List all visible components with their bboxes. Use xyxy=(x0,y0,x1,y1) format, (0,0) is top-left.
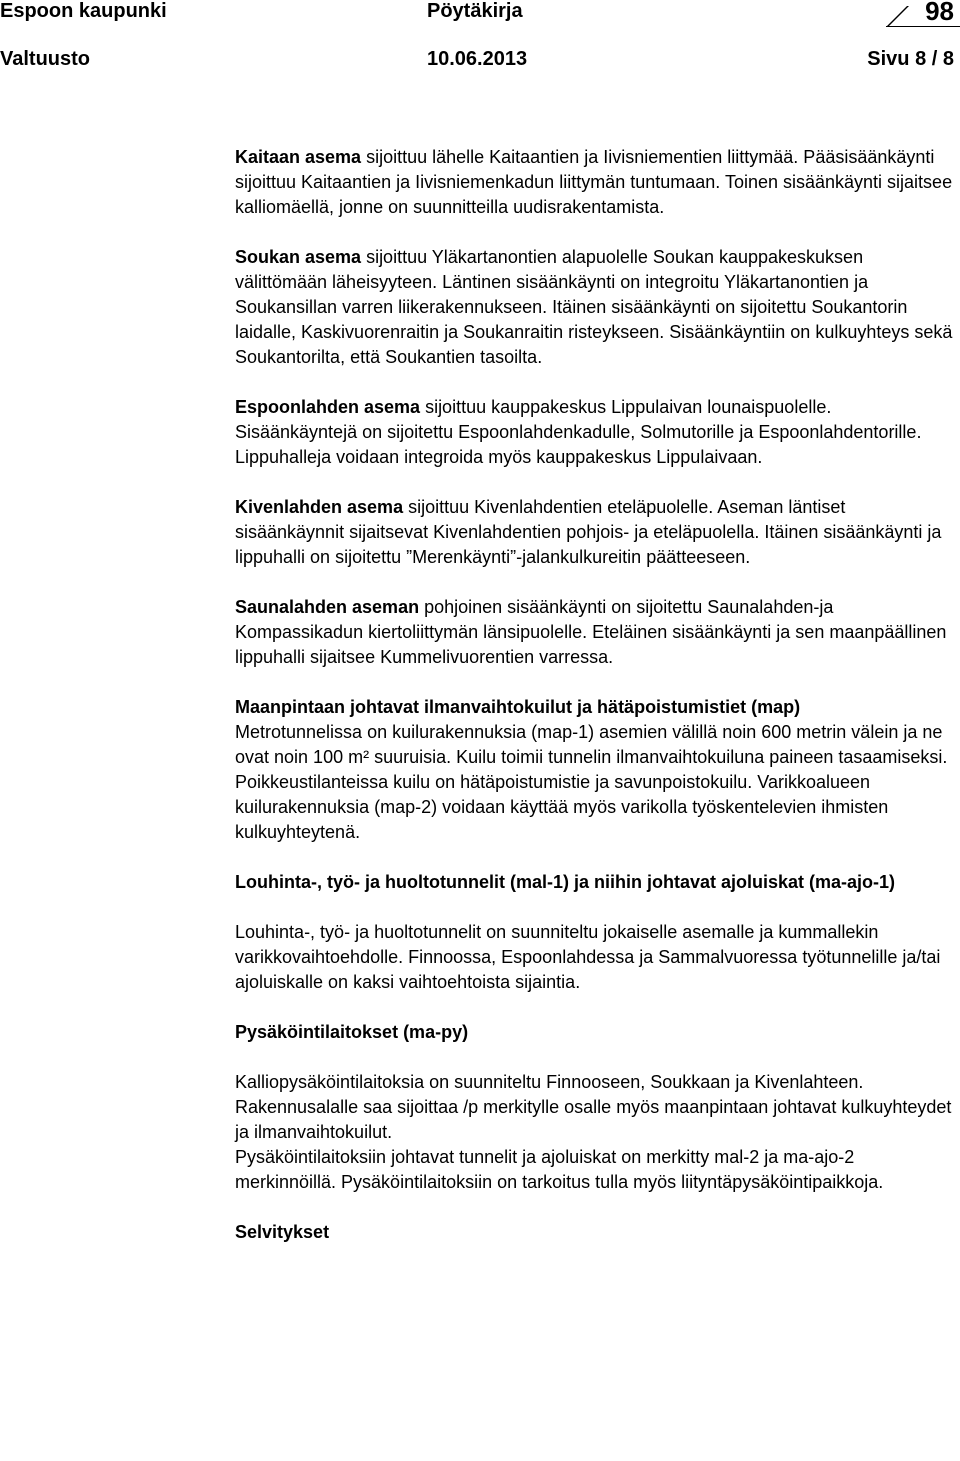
page-number-frame xyxy=(886,26,960,27)
heading-parking: Pysäköintilaitokset (ma-py) xyxy=(235,1022,469,1042)
paragraph-map: Metrotunnelissa on kuilurakennuksia (map-1) asemien välillä noin 600 metrin välein ja ne ovat noin 100 m² suuruisia. Kuilu toimii tunnelin ilmanvaihtokuiluna paineen tasaamiseksi. Poikkeustilanteissa kuilu on hätäpoistumistie ja savunpoistokuilu. Varikkoalueen kuilurakennuksia (map-2) voidaan käyttää myös varikolla työskentelevien ihmisten kulkuyhteytenä. xyxy=(235,722,948,842)
body-name: Valtuusto xyxy=(0,48,91,70)
paragraph-kaitaa: Kaitaan asema sijoittuu lähelle Kaitaantien ja Iivisniementien liittymää. Pääsisäänkäynti sijoittuu Kaitaantien ja Iivisniemenkadun liittymän tuntumaan. Toinen sisäänkäynti sijaitsee kalliomäellä, jonne on suunnitteilla uudisrakentamista. xyxy=(235,147,953,217)
page-number: 98 xyxy=(925,0,954,26)
paragraph-saunalahti: Saunalahden aseman pohjoinen sisäänkäynti on sijoitettu Saunalahden-ja Kompassikadun kiertoliittymän länsipuolelle. Eteläinen sisäänkäynti ja sen maanpäällinen lippuhalli sijaitsee Kummelivuorentien varressa. xyxy=(235,597,947,667)
paragraph-parking-2: Pysäköintilaitoksiin johtavat tunnelit ja ajoluiskat on merkitty mal-2 ja ma-ajo-2 merkinnöillä. Pysäköintilaitoksiin on tarkoitus tulla myös liityntäpysäköintipaikkoja. xyxy=(235,1147,884,1192)
paragraph-parking-1: Kalliopysäköintilaitoksia on suunniteltu Finnooseen, Soukkaan ja Kivenlahteen. Rakennusalalle saa sijoittaa /p merkitylle osalle myös maanpintaan johtavat kulkuyhteydet ja ilmanvaihtokuilut. xyxy=(235,1072,952,1142)
heading-map: Maanpintaan johtavat ilmanvaihtokuilut ja hätäpoistumistiet (map) xyxy=(235,697,801,717)
heading-mal: Louhinta-, työ- ja huoltotunnelit (mal-1) ja niihin johtavat ajoluiskat (ma-ajo-1) xyxy=(235,872,896,892)
meeting-date: 10.06.2013 xyxy=(427,48,528,70)
paragraph-espoonlahti: Espoonlahden asema sijoittuu kauppakeskus Lippulaivan lounaispuolelle. Sisäänkäyntejä on sijoitettu Espoonlahdenkadulle, Solmutorille ja Espoonlahdentorille. Lippuhalleja voidaan integroida myös kauppakeskus Lippulaivaan. xyxy=(235,397,922,467)
page-of: Sivu 8 / 8 xyxy=(867,48,954,70)
paragraph-soukka: Soukan asema sijoittuu Yläkartanontien alapuolelle Soukan kauppakeskuksen välittömään läheisyyteen. Läntinen sisäänkäynti on integroitu Yläkartanontien ja Soukansillan varren liikerakennukseen. Itäinen sisäänkäynti on sijoitettu Soukantorin laidalle, Kaskivuorenraitin ja Soukanraitin risteykseen. Sisäänkäyntiin on kulkuyhteys sekä Soukantorilta, että Soukantien tasoilta. xyxy=(235,247,953,367)
paragraph-mal: Louhinta-, työ- ja huoltotunnelit on suunniteltu jokaiselle asemalle ja kummallekin varikkovaihtoehdolle. Finnoossa, Espoonlahdessa ja Sammalvuoressa työtunnelille ja/tai ajoluiskalle on kaksi vaihtoehtoista sijaintia. xyxy=(235,922,941,992)
heading-selvitykset: Selvitykset xyxy=(235,1222,330,1242)
document-type: Pöytäkirja xyxy=(427,0,523,22)
page-header xyxy=(0,0,960,80)
paragraph-kivenlahti: Kivenlahden asema sijoittuu Kivenlahdentien eteläpuolelle. Aseman läntiset sisäänkäynnit sijaitsevat Kivenlahdentien pohjois- ja eteläpuolella. Itäinen sisäänkäynti ja lippuhalli on sijoitettu ”Merenkäynti”-jalankulkureitin päätteeseen. xyxy=(235,497,942,567)
document-body xyxy=(235,145,955,1245)
org-name: Espoon kaupunki xyxy=(0,0,167,22)
